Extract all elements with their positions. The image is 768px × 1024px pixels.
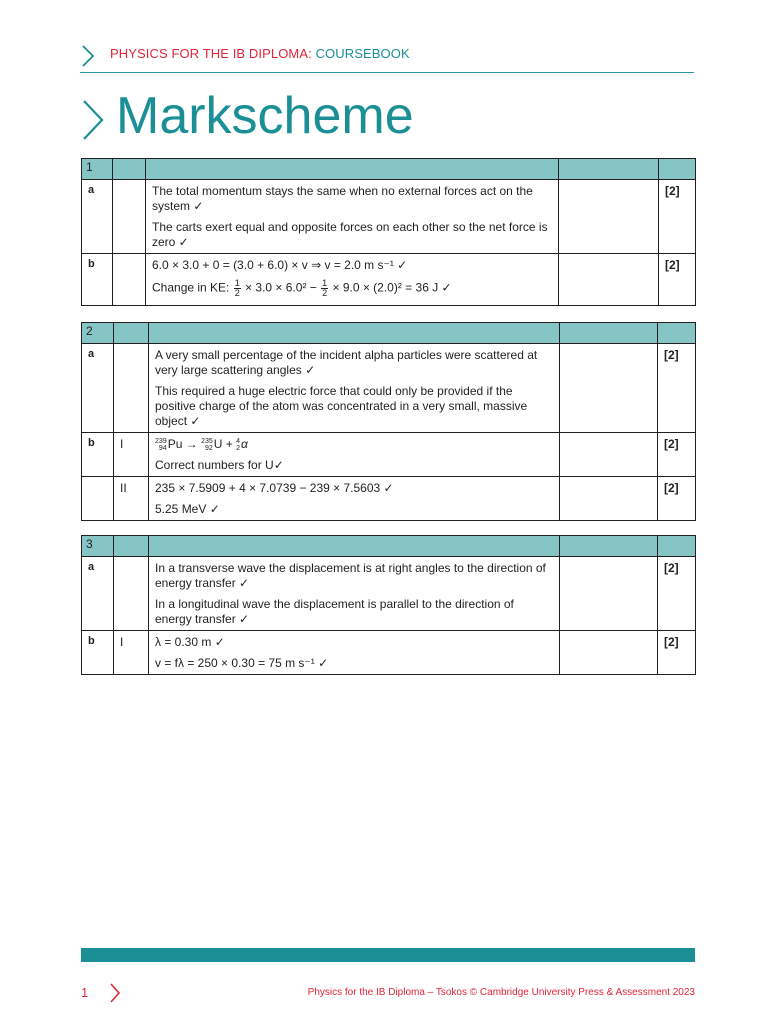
marks: [2] (658, 477, 696, 521)
reaction-arrow: → (182, 437, 202, 451)
part-label: b (82, 433, 114, 477)
answer-cell (149, 433, 560, 477)
table-row (82, 344, 696, 433)
fraction-denominator: 2 (322, 288, 328, 298)
question-number: 2 (82, 323, 114, 344)
page-footer (81, 982, 695, 1002)
table-row (82, 433, 696, 477)
question-2-table (81, 322, 696, 521)
table-row (82, 477, 696, 521)
answer-line: Correct numbers for U✓ (155, 458, 284, 472)
fraction-numerator: 1 (234, 278, 240, 288)
marks: [2] (658, 433, 696, 477)
answer-line: 5.25 MeV ✓ (155, 502, 220, 516)
table-row (82, 254, 696, 306)
answer-line: In a transverse wave the displacement is at right angles to the direction of energy transfer ✓ (155, 561, 546, 590)
page-number: 1 (81, 985, 89, 1000)
book-title (110, 46, 410, 61)
question-1-table (81, 158, 696, 306)
table-row (82, 557, 696, 631)
answer-cell (149, 344, 560, 433)
part-label: a (82, 344, 114, 433)
marks: [2] (658, 557, 696, 631)
nuclide-symbol: U (213, 437, 223, 451)
chevron-right-icon (80, 44, 96, 68)
marks: [2] (658, 631, 696, 675)
answer-line: The total momentum stays the same when no external forces act on the system ✓ (152, 184, 533, 213)
answer-line: 6.0 × 3.0 + 0 = (3.0 + 6.0) × v ⇒ v = 2.0 m s⁻¹ ✓ (152, 258, 408, 272)
mass-number: 235 (201, 437, 213, 445)
page-header (80, 42, 694, 73)
ke-middle: × 3.0 × 6.0² − (241, 280, 321, 295)
question-number: 1 (82, 159, 113, 180)
answer-line (152, 279, 552, 298)
question-3-table (81, 535, 696, 675)
fraction-half (234, 279, 241, 298)
nuclear-equation (155, 437, 553, 452)
table-header-row (82, 159, 696, 180)
table-row (82, 631, 696, 675)
page-title: Markscheme (116, 87, 414, 145)
fraction-denominator: 2 (234, 288, 240, 298)
chevron-right-icon (80, 98, 106, 142)
nuclide-numbers (236, 438, 240, 452)
part-label: b (82, 254, 113, 306)
atomic-number: 92 (204, 444, 213, 452)
table-row (82, 180, 696, 254)
ke-prefix: Change in KE: (152, 280, 233, 295)
answer-cell (146, 180, 559, 254)
mass-number: 239 (155, 437, 167, 445)
answer-cell (146, 254, 559, 306)
fraction-half (321, 279, 328, 298)
chevron-right-icon (108, 982, 122, 1004)
table-header-row (82, 536, 696, 557)
nuclide-symbol: α (241, 437, 248, 451)
book-title-red: PHYSICS FOR THE IB DIPLOMA: (110, 46, 312, 61)
answer-line: This required a huge electric force that could only be provided if the positive charge of the atom was concentrated in a very small, massive object ✓ (155, 384, 528, 428)
table-header-row (82, 323, 696, 344)
answer-line: 235 × 7.5909 + 4 × 7.0739 − 239 × 7.5603 ✓ (155, 481, 394, 495)
fraction-numerator: 1 (322, 278, 328, 288)
answer-line: The carts exert equal and opposite forces on each other so the net force is zero ✓ (152, 220, 548, 249)
answer-line: λ = 0.30 m ✓ (155, 635, 225, 649)
question-number: 3 (82, 536, 114, 557)
mass-number: 4 (236, 437, 240, 445)
sub-part-label: II (114, 477, 149, 521)
marks: [2] (659, 254, 696, 306)
book-title-teal: COURSEBOOK (315, 46, 410, 61)
answer-line: In a longitudinal wave the displacement is parallel to the direction of energy transfer ✓ (155, 597, 514, 626)
answer-line: v = fλ = 250 × 0.30 = 75 m s⁻¹ ✓ (155, 656, 329, 670)
nuclide-symbol: Pu (167, 437, 183, 451)
marks: [2] (658, 344, 696, 433)
copyright-notice: Physics for the IB Diploma – Tsokos © Cambridge University Press & Assessment 2023 (307, 987, 695, 998)
ke-suffix: × 9.0 × (2.0)² = 36 J ✓ (329, 280, 452, 295)
answer-cell (149, 557, 560, 631)
marks: [2] (659, 180, 696, 254)
nuclide-numbers (201, 438, 213, 452)
sub-part-label: I (114, 631, 149, 675)
atomic-number: 94 (158, 444, 167, 452)
footer-bar (81, 948, 695, 962)
part-label: a (82, 557, 114, 631)
atomic-number: 2 (236, 444, 240, 452)
part-label: a (82, 180, 113, 254)
sub-part-label: I (114, 433, 149, 477)
answer-cell (149, 477, 560, 521)
answer-line: A very small percentage of the incident alpha particles were scattered at very large scattering angles ✓ (155, 348, 538, 377)
nuclide-numbers (155, 438, 167, 452)
part-label: b (82, 631, 114, 675)
plus-sign: + (222, 437, 237, 451)
answer-cell (149, 631, 560, 675)
